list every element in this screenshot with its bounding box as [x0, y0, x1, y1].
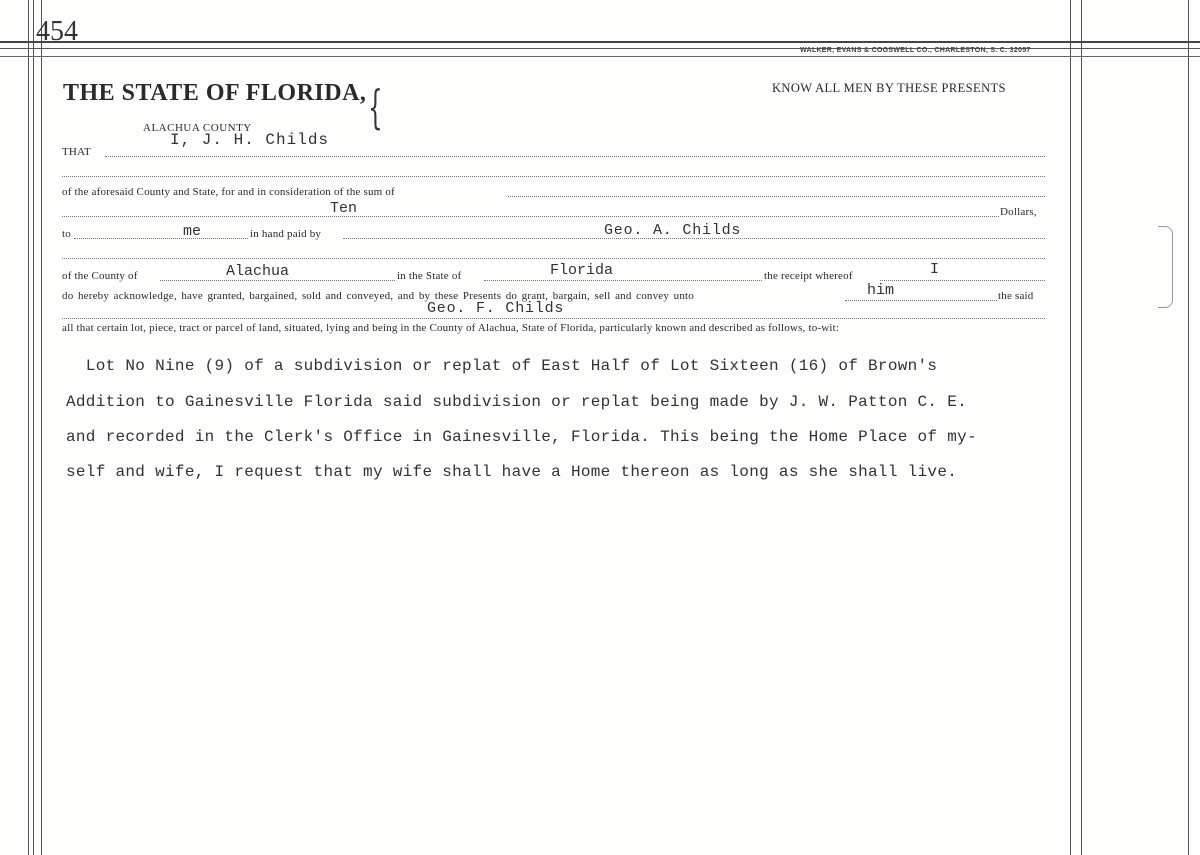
- county-value: Alachua: [226, 263, 290, 280]
- aforesaid-dotted-line: [508, 196, 1045, 197]
- left-margin-line-3: [41, 0, 42, 855]
- right-margin-line: [1070, 0, 1071, 855]
- aforesaid-label: of the aforesaid County and State, for and in consideration of the sum of: [62, 186, 395, 198]
- in-hand-paid-by-label: in hand paid by: [250, 228, 322, 240]
- legal-description-line-1: Lot No Nine (9) of a subdivision or replat of East Half of Lot Sixteen (16) of Brown's: [66, 357, 938, 375]
- receipt-dotted-line: [880, 280, 1045, 281]
- left-margin-line-2: [33, 0, 34, 855]
- legal-description-line-4: self and wife, I request that my wife shall have a Home thereon as long as she shall live.: [66, 463, 958, 481]
- page-number: 454: [36, 16, 78, 47]
- to-value: me: [183, 223, 202, 240]
- state-heading: THE STATE OF FLORIDA,: [63, 80, 367, 106]
- sum-value: Ten: [330, 200, 358, 217]
- county-heading: ALACHUA COUNTY: [143, 122, 252, 134]
- blank-dotted-line-2: [62, 258, 1045, 259]
- grantee-value: Geo. F. Childs: [427, 300, 565, 317]
- to-label: to: [62, 228, 71, 240]
- acknowledge-label: do hereby acknowledge, have granted, bargained, sold and conveyed, and by these Presents do grant, bargain, sell and convey unto: [62, 290, 695, 302]
- binding-mark: [1158, 226, 1173, 308]
- that-dotted-line: [105, 156, 1045, 157]
- right-margin-line-2: [1081, 0, 1082, 855]
- heading-brace: {: [368, 80, 383, 134]
- legal-description-line-3: and recorded in the Clerk's Office in Gainesville, Florida. This being the Home Place of my-: [66, 428, 977, 446]
- the-said-label: the said: [998, 290, 1034, 302]
- that-label: THAT: [62, 146, 91, 158]
- unto-dotted-line: [845, 300, 997, 301]
- receipt-whereof-label: the receipt whereof: [764, 270, 853, 282]
- state-of-label: in the State of: [397, 270, 462, 282]
- unto-value: him: [867, 282, 895, 299]
- grantor-name: I, J. H. Childs: [170, 131, 330, 149]
- legal-description-line-2: Addition to Gainesville Florida said subdivision or replat being made by J. W. Patton C. E.: [66, 393, 968, 411]
- printer-imprint: WALKER, EVANS & COGSWELL CO., CHARLESTON, S. C. 32057: [800, 47, 1031, 54]
- right-margin-line-3: [1188, 0, 1189, 855]
- county-of-label: of the County of: [62, 270, 138, 282]
- top-rule: [0, 41, 1200, 43]
- sum-dotted-line: [62, 216, 999, 217]
- dollars-label: Dollars,: [1000, 206, 1037, 218]
- description-label: all that certain lot, piece, tract or parcel of land, situated, lying and being in the County of Alachua, State of Florida, particularly known and described as follows, to-wit:: [62, 322, 840, 334]
- know-all-men: KNOW ALL MEN BY THESE PRESENTS: [772, 81, 1006, 95]
- paid-by-value: Geo. A. Childs: [604, 222, 742, 239]
- state-value: Florida: [550, 262, 614, 279]
- to-dotted-line: [74, 238, 248, 239]
- blank-dotted-line-1: [62, 176, 1045, 177]
- receipt-value: I: [930, 261, 940, 278]
- top-rule-3: [0, 56, 1200, 57]
- county-dotted-line: [160, 280, 395, 281]
- left-margin-line: [28, 0, 29, 855]
- state-dotted-line: [484, 280, 762, 281]
- grantee-dotted-line: [62, 318, 1045, 319]
